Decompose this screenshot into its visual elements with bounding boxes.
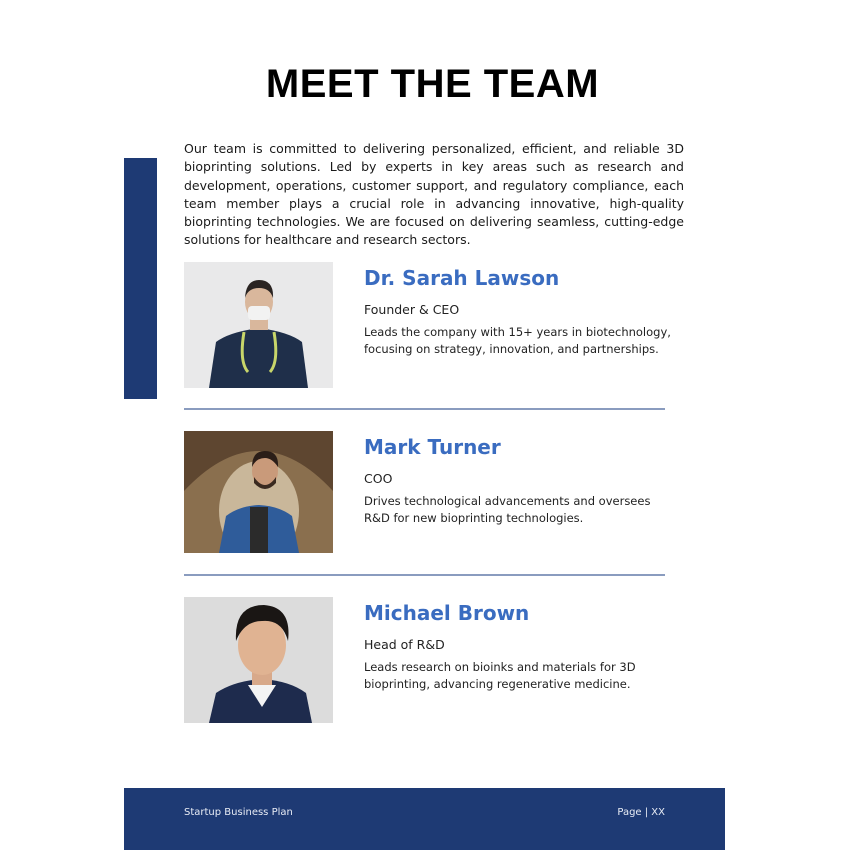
member-role: Founder & CEO xyxy=(364,302,460,317)
member-role: COO xyxy=(364,471,393,486)
member-photo xyxy=(184,597,333,723)
member-description: Drives technological advancements and oversees R&D for new bioprinting technologies. xyxy=(364,494,651,525)
member-name: Dr. Sarah Lawson xyxy=(364,266,560,290)
member-description: Leads research on bioinks and materials for 3D bioprinting, advancing regenerative medicine. xyxy=(364,660,636,691)
footer xyxy=(124,788,725,850)
member-name: Michael Brown xyxy=(364,601,530,625)
intro-paragraph: Our team is committed to delivering personalized, efficient, and reliable 3D bioprinting solutions. Led by experts in key areas such as research and development, operations, customer support, and regulatory compliance, each team member plays a crucial role in advancing innovative, high-quality bioprinting technologies. We are focused on delivering seamless, cutting-edge solutions for healthcare and research sectors. xyxy=(184,141,684,248)
page-title: MEET THE TEAM xyxy=(265,62,600,106)
accent-bar xyxy=(124,158,157,399)
footer-page-number: Page | XX xyxy=(617,807,665,818)
team-member-card xyxy=(184,431,664,557)
member-name: Mark Turner xyxy=(364,435,501,459)
divider xyxy=(184,574,665,576)
team-member-card xyxy=(184,597,664,723)
member-photo xyxy=(184,431,333,557)
member-role: Head of R&D xyxy=(364,637,445,652)
footer-document-title: Startup Business Plan xyxy=(184,807,293,818)
member-photo xyxy=(184,262,333,388)
team-member-card xyxy=(184,262,671,388)
member-description: Leads the company with 15+ years in biotechnology, focusing on strategy, innovation, and partnerships. xyxy=(364,325,671,356)
divider xyxy=(184,408,665,410)
